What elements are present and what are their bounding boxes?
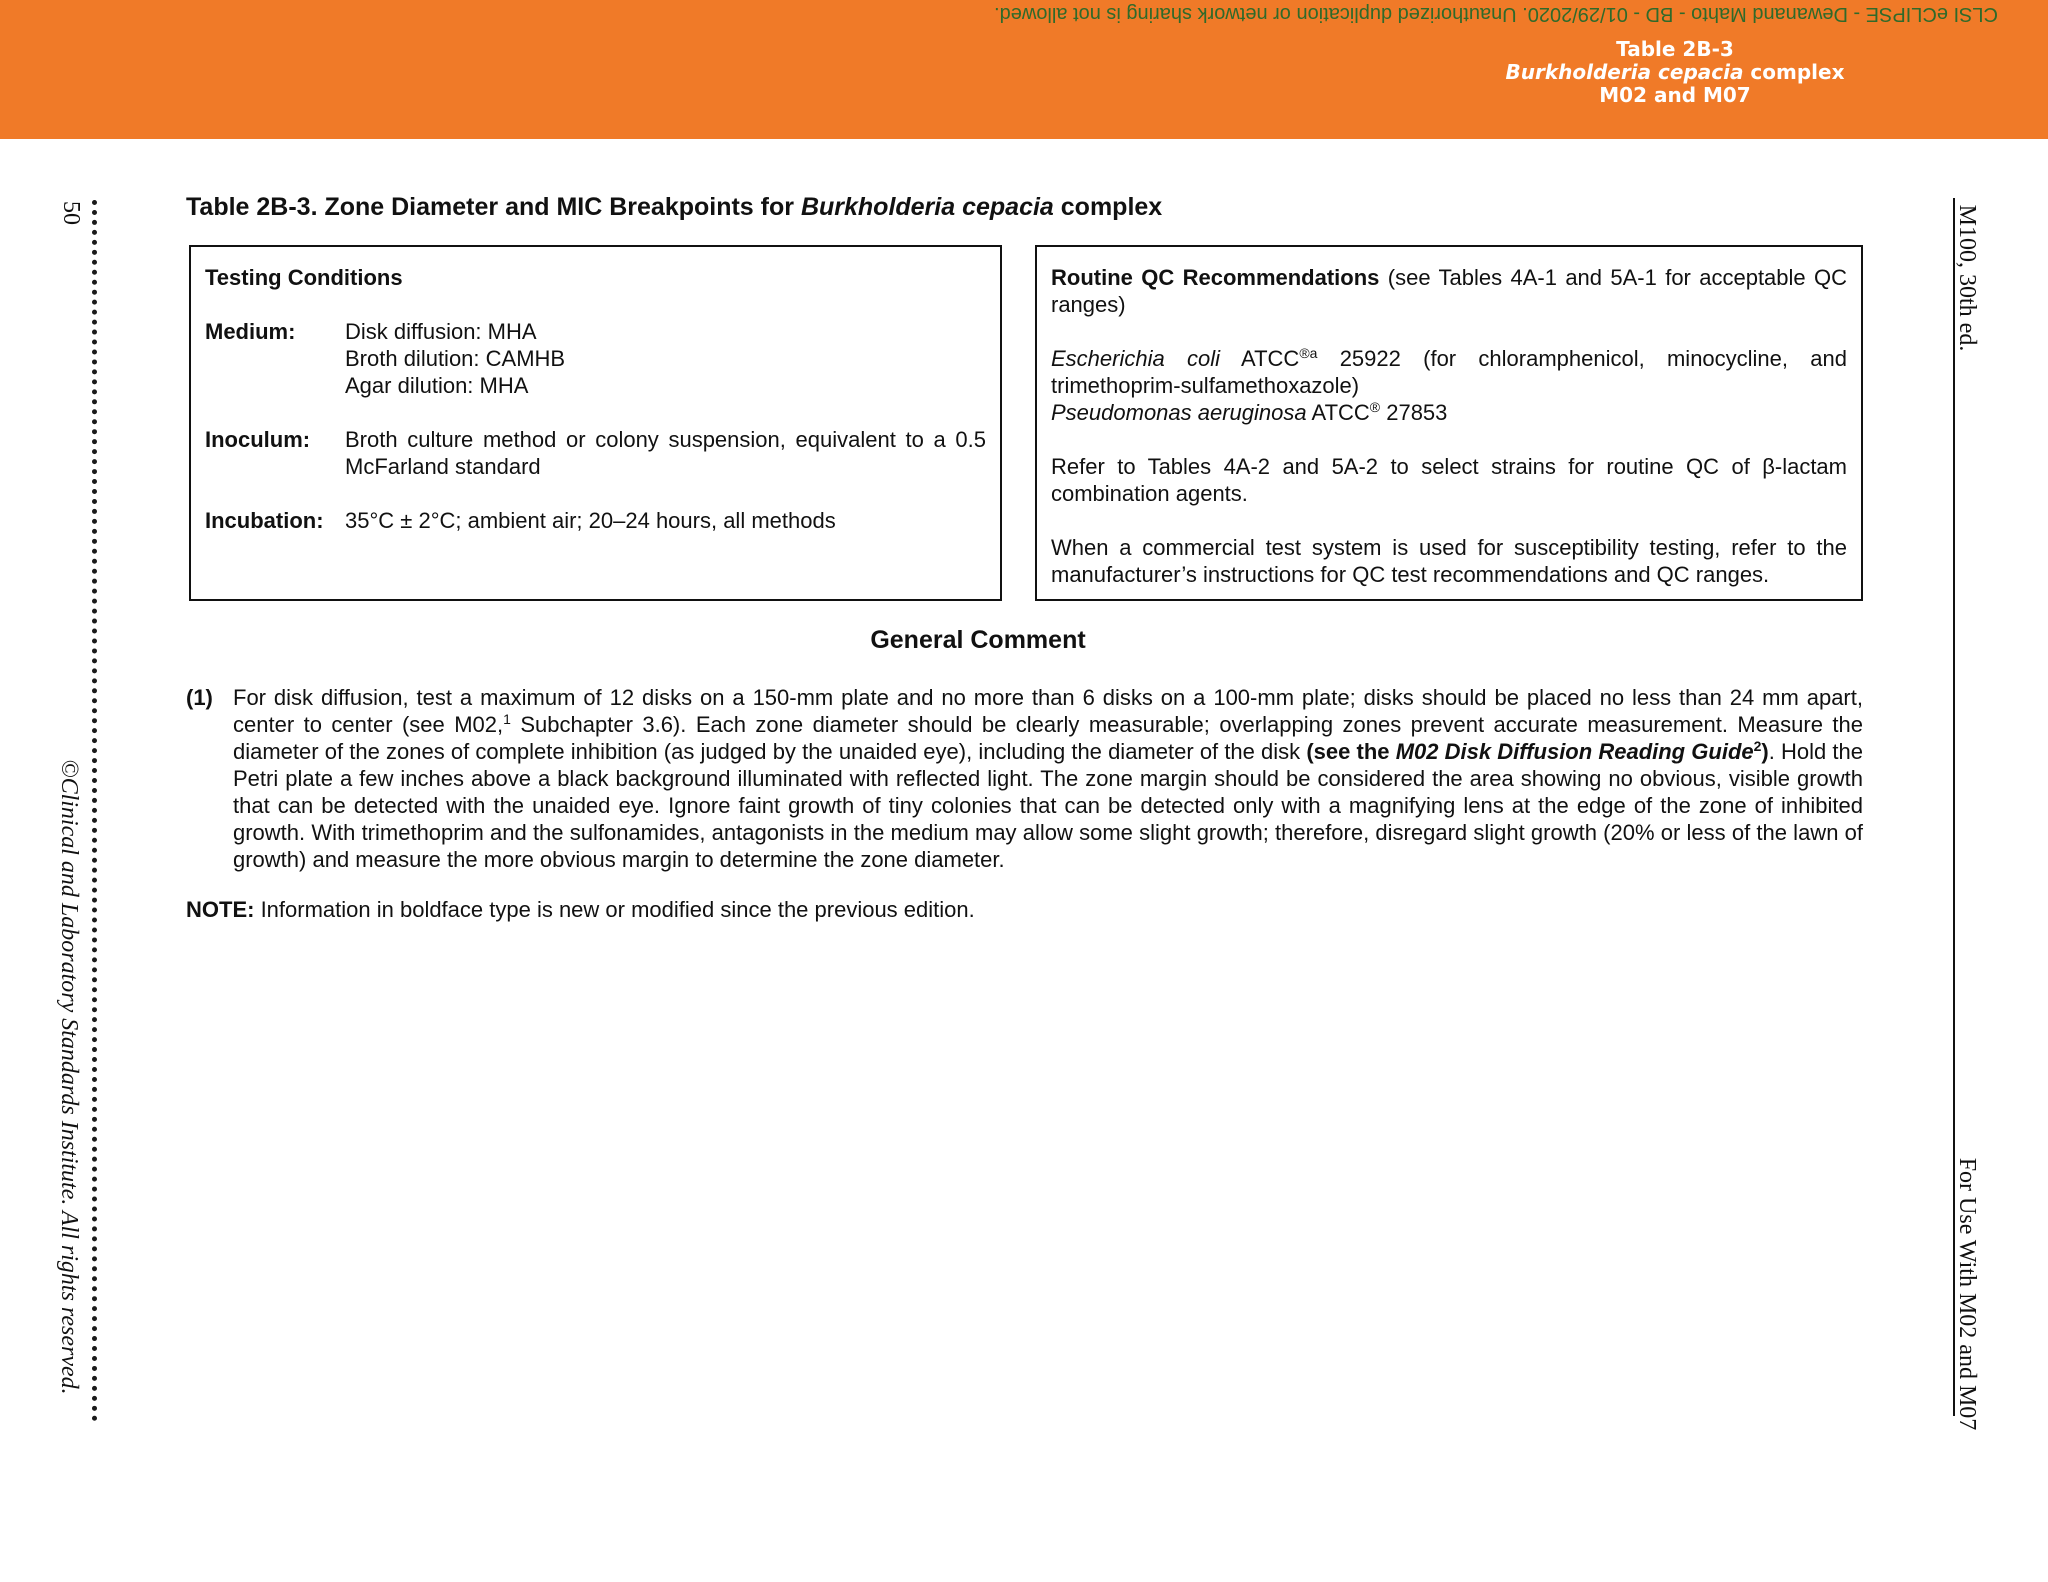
qc-strain-ecoli [1051,345,1847,399]
page-number: 50 [58,201,84,225]
atcc-label: ATCC [1306,400,1370,425]
note-label: NOTE: [186,897,255,922]
qc-heading-paragraph [1051,264,1847,318]
inoculum-row [205,426,986,480]
reading-guide-title: M02 Disk Diffusion Reading Guide [1395,739,1754,764]
qc-recommendations-box [1035,245,1863,601]
qc-beta-lactam-note: Refer to Tables 4A-2 and 5A-2 to select strains for routine QC of β-lactam combination agents. [1051,454,1847,506]
incubation-value: 35°C ± 2°C; ambient air; 20–24 hours, all methods [345,508,836,533]
tab-label-complex: complex [1743,60,1845,84]
inoculum-label: Inoculum: [205,427,311,452]
tab-label-line2 [1460,61,1890,84]
qc-heading: Routine QC Recommendations [1051,265,1380,290]
for-use-label: For Use With M02 and M07 [1954,1157,1980,1431]
reading-guide-reference [1306,739,1768,764]
registered-mark: ® [1369,399,1381,415]
comment-part: Subchapter 3.6). Each zone diameter should be clearly measurable; overlapping zones prevent accurate measurement. Measure the diameter of the zones of complete inhibition (as judged by the unaided eye), including the diameter of the disk [233,712,1864,764]
general-comment-heading: General Comment [870,626,1086,654]
tab-label-line3: M02 and M07 [1599,83,1751,107]
qc-heading-note: (see Tables 4A-1 and 5A-1 for acceptable QC ranges) [1051,265,1848,317]
atcc-label: ATCC [1220,346,1300,371]
testing-conditions-box [189,245,1002,601]
title-suffix: complex [1053,193,1163,221]
strain-detail: 27853 [1380,400,1448,425]
comment-part: For disk diffusion, test a maximum of 12 disks on a 150-mm plate and no more than 6 disks on a 100-mm plate; disks should be placed no less than 24 mm apart, center to center (see M02, [233,685,1863,737]
reference-superscript: 2 [1753,738,1762,754]
medium-line: Agar dilution: MHA [345,373,529,398]
comment-part: . Hold the Petri plate a few inches above a black background illuminated with reflected light. The zone margin should be considered the area showing no obvious, visible growth that can be detected with the unaided eye. Ignore faint growth of tiny colonies that can be detected only with a magnifying lens at the edge of the zone of inhibited growth. With trimethoprim and the sulfonamides, antagonists in the medium may allow some slight growth; therefore, disregard slight growth (20% or less of the lawn of growth) and measure the more obvious margin to determine the zone diameter. [233,739,1863,872]
reference-superscript: 1 [503,711,511,727]
strain-name: Escherichia coli [1051,346,1220,371]
strain-detail: 25922 (for chloramphenicol, minocycline, and trimethoprim-sulfamethoxazole) [1051,346,1847,398]
edition-label: M100, 30th ed. [1954,204,1980,352]
reference-close: ) [1761,739,1769,764]
title-prefix: Table 2B-3. Zone Diameter and MIC Breakpoints for [186,193,801,221]
medium-row [205,318,986,399]
tab-label-organism: Burkholderia cepacia [1505,60,1744,84]
medium-line: Disk diffusion: MHA [345,319,537,344]
reference-open: (see the [1306,739,1396,764]
copyright-notice: ©Clinical and Laboratory Standards Institute. All rights reserved. [56,759,82,1395]
header-banner [0,0,2048,139]
dotted-margin-rule [92,200,97,1422]
note-text: Information in boldface type is new or modified since the previous edition. [254,897,975,922]
page-title [186,193,1162,222]
testing-conditions-heading: Testing Conditions [205,265,403,290]
registered-mark: ®a [1299,345,1318,361]
comment-number: (1) [186,685,213,710]
inoculum-value: Broth culture method or colony suspension, equivalent to a 0.5 McFarland standard [345,427,986,479]
qc-strain-paeruginosa [1051,399,1847,426]
title-organism: Burkholderia cepacia [800,193,1054,221]
incubation-label: Incubation: [205,508,324,533]
incubation-row [205,507,986,534]
strain-name: Pseudomonas aeruginosa [1051,400,1307,425]
comment-text [233,684,1863,873]
tab-label-line1: Table 2B-3 [1616,37,1734,61]
medium-line: Broth dilution: CAMHB [345,346,566,371]
license-watermark: CLSI eCLIPSE - Dewanand Mahto - BD - 01/29/2020. Unauthorized duplication or network sharing is not allowed. [994,3,1998,25]
medium-label: Medium: [205,319,296,344]
table-tab-label [1460,38,1890,107]
general-comment-item [186,684,1863,873]
edition-note [186,897,975,923]
qc-commercial-system-note: When a commercial test system is used for susceptibility testing, refer to the manufacturer’s instructions for QC test recommendations and QC ranges. [1051,535,1847,587]
medium-values [345,318,986,399]
